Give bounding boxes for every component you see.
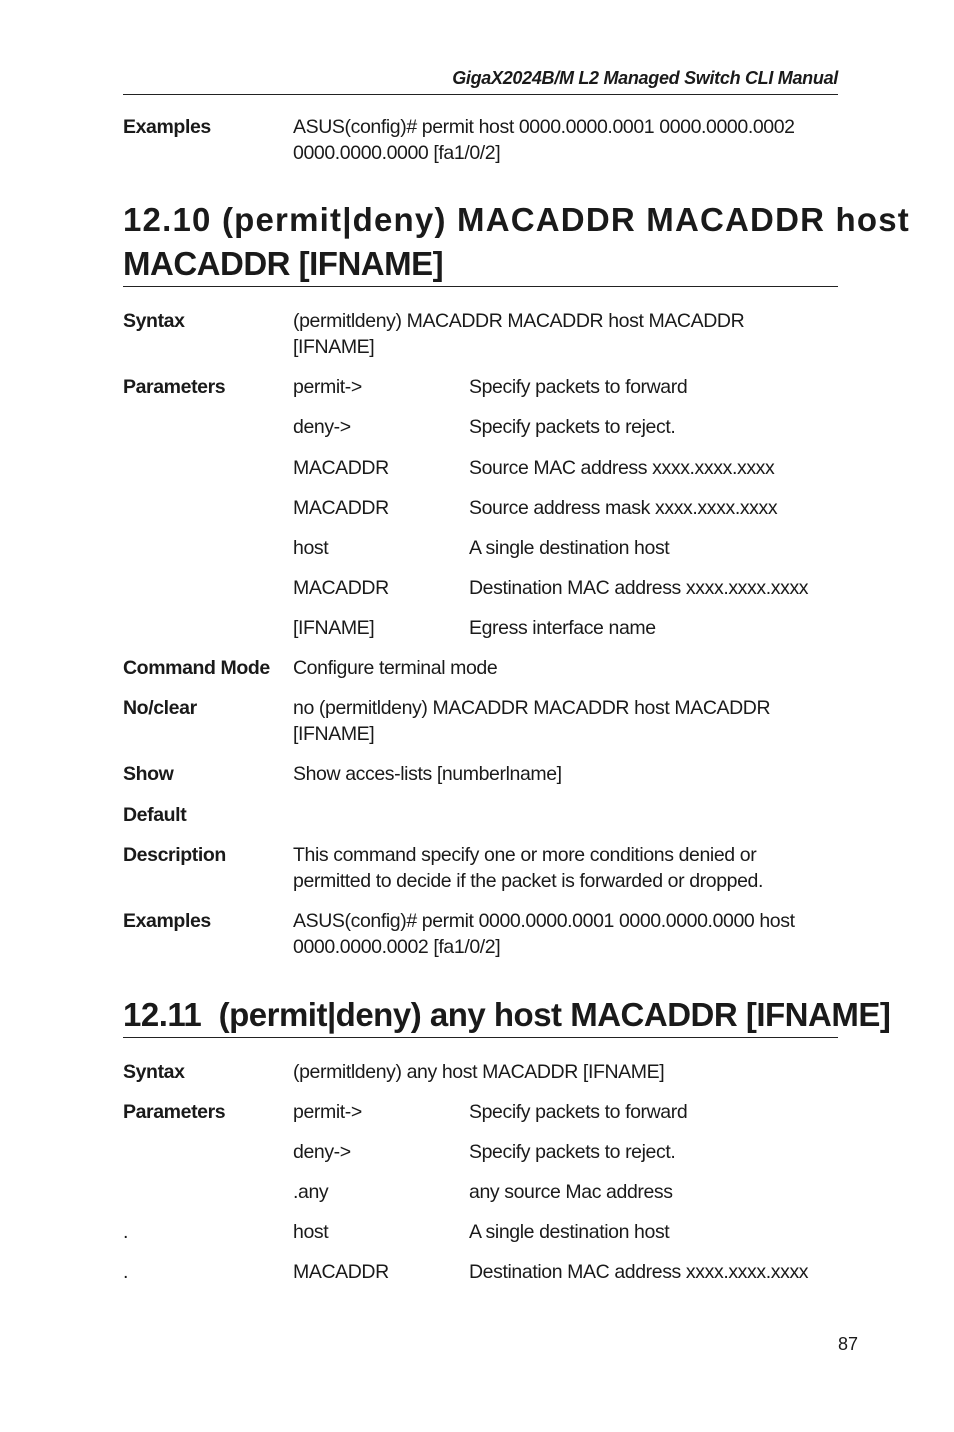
page-number: 87 (838, 1334, 859, 1354)
running-header: GigaX2024B/M L2 Managed Switch CLI Manual (123, 68, 838, 95)
param-desc: any source Mac address (469, 1181, 673, 1203)
param-desc: Specify packets to reject. (469, 416, 676, 438)
syntax-line: (permitldeny) MACADDR MACADDR host MACADDR (293, 310, 745, 332)
examples-label: Examples (123, 910, 211, 932)
param-desc: Destination MAC address xxxx.xxxx.xxxx (469, 1261, 809, 1283)
param-desc: Destination MAC address xxxx.xxxx.xxxx (469, 577, 809, 599)
param-name: host (293, 1221, 329, 1243)
param-name: deny-> (293, 416, 351, 438)
syntax-label: Syntax (123, 1061, 185, 1083)
heading-line: 12.10 (permit|deny) MACADDR MACADDR host (123, 201, 910, 238)
param-name: permit-> (293, 376, 362, 398)
section-heading-12-10 (123, 198, 910, 287)
param-desc: Egress interface name (469, 617, 656, 639)
param-name: MACADDR (293, 457, 389, 479)
noclear-label: No/clear (123, 697, 197, 719)
description-label: Description (123, 844, 226, 866)
param-desc: Specify packets to forward (469, 376, 688, 398)
command-mode-label: Command Mode (123, 657, 270, 679)
parameters-label: Parameters (123, 376, 226, 398)
param-name: host (293, 537, 329, 559)
noclear-line: no (permitldeny) MACADDR MACADDR host MACADDR (293, 697, 771, 719)
param-desc: Source address mask xxxx.xxxx.xxxx (469, 497, 778, 519)
command-mode-text: Configure terminal mode (293, 657, 498, 679)
description-line: permitted to decide if the packet is forwarded or dropped. (293, 870, 763, 892)
row-marker: . (123, 1221, 129, 1243)
examples-label: Examples (123, 116, 211, 138)
syntax-text (293, 308, 838, 360)
param-desc: Source MAC address xxxx.xxxx.xxxx (469, 457, 775, 479)
description-text (293, 842, 838, 894)
param-desc: Specify packets to forward (469, 1101, 688, 1123)
examples-line: 0000.0000.0002 [fa1/0/2] (293, 936, 501, 958)
param-name: deny-> (293, 1141, 351, 1163)
parameters-label: Parameters (123, 1101, 226, 1123)
examples-text (293, 908, 838, 960)
param-name: MACADDR (293, 577, 389, 599)
noclear-line: [IFNAME] (293, 723, 375, 745)
param-name: [IFNAME] (293, 617, 375, 639)
show-text: Show acces-lists [numberlname] (293, 763, 562, 785)
param-name: .any (293, 1181, 329, 1203)
heading-line: MACADDR [IFNAME] (123, 245, 444, 282)
examples-text (293, 114, 838, 166)
param-name: MACADDR (293, 497, 389, 519)
examples-line: ASUS(config)# permit 0000.0000.0001 0000.0000.0000 host (293, 910, 795, 932)
param-desc: A single destination host (469, 1221, 670, 1243)
param-desc: Specify packets to reject. (469, 1141, 676, 1163)
section-heading-12-11: 12.11 (permit|deny) any host MACADDR [IFNAME] (123, 993, 838, 1038)
param-name: MACADDR (293, 1261, 389, 1283)
param-desc: A single destination host (469, 537, 670, 559)
param-name: permit-> (293, 1101, 362, 1123)
description-line: This command specify one or more conditions denied or (293, 844, 757, 866)
show-label: Show (123, 763, 174, 785)
syntax-line: [IFNAME] (293, 336, 375, 358)
examples-line: 0000.0000.0000 [fa1/0/2] (293, 142, 501, 164)
syntax-label: Syntax (123, 310, 185, 332)
default-label: Default (123, 804, 187, 826)
examples-line: ASUS(config)# permit host 0000.0000.0001 0000.0000.0002 (293, 116, 795, 138)
noclear-text (293, 695, 838, 747)
row-marker: . (123, 1261, 129, 1283)
syntax-text: (permitldeny) any host MACADDR [IFNAME] (293, 1061, 665, 1083)
